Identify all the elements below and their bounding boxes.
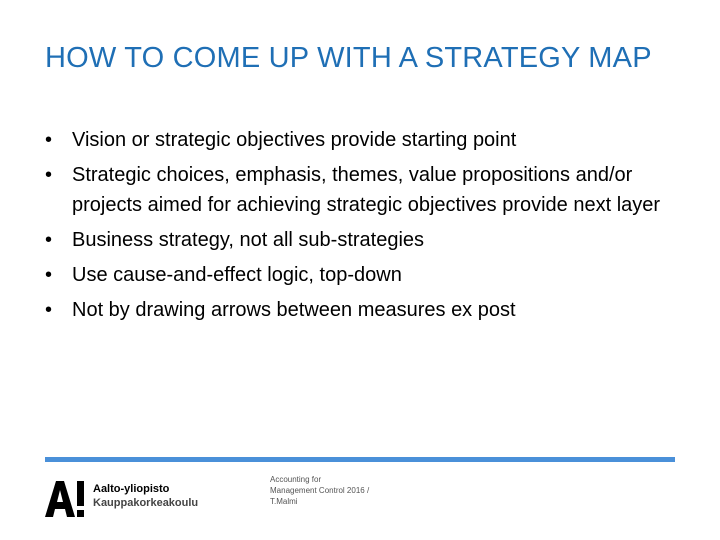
aalto-logo: [45, 481, 205, 517]
bullet-item: [45, 160, 685, 220]
bullet-list: [45, 125, 685, 330]
bullet-marker: •: [45, 229, 53, 251]
logo-university-name: Aalto-yliopisto: [93, 483, 170, 495]
bullet-item: [45, 125, 685, 155]
bullet-text: Strategic choices, emphasis, themes, value propositions and/or projects aimed for achieving strategic objectives provide next layer: [72, 164, 661, 216]
bullet-marker: •: [45, 299, 53, 321]
bullet-marker: •: [45, 164, 53, 186]
logo-school-name: Kauppakorkeakoulu: [93, 497, 199, 509]
bullet-item: [45, 260, 685, 290]
footer-note-line: T.Malmi: [270, 497, 298, 506]
bullet-marker: •: [45, 264, 53, 286]
bullet-text: Not by drawing arrows between measures ex post: [72, 299, 516, 321]
footer-note: [270, 474, 420, 507]
footer-note-line: Accounting for: [270, 475, 322, 484]
bullet-item: [45, 295, 685, 325]
bullet-text: Business strategy, not all sub-strategies: [72, 229, 425, 251]
bullet-item: [45, 225, 685, 255]
bullet-text: Use cause-and-effect logic, top-down: [72, 264, 402, 286]
aalto-logo-icon: [45, 481, 85, 517]
slide-title: HOW TO COME UP WITH A STRATEGY MAP: [45, 42, 652, 74]
bullet-marker: •: [45, 129, 53, 151]
bullet-text: Vision or strategic objectives provide starting point: [72, 129, 517, 151]
footer-divider: [45, 457, 675, 462]
footer-note-line: Management Control 2016 /: [270, 486, 370, 495]
